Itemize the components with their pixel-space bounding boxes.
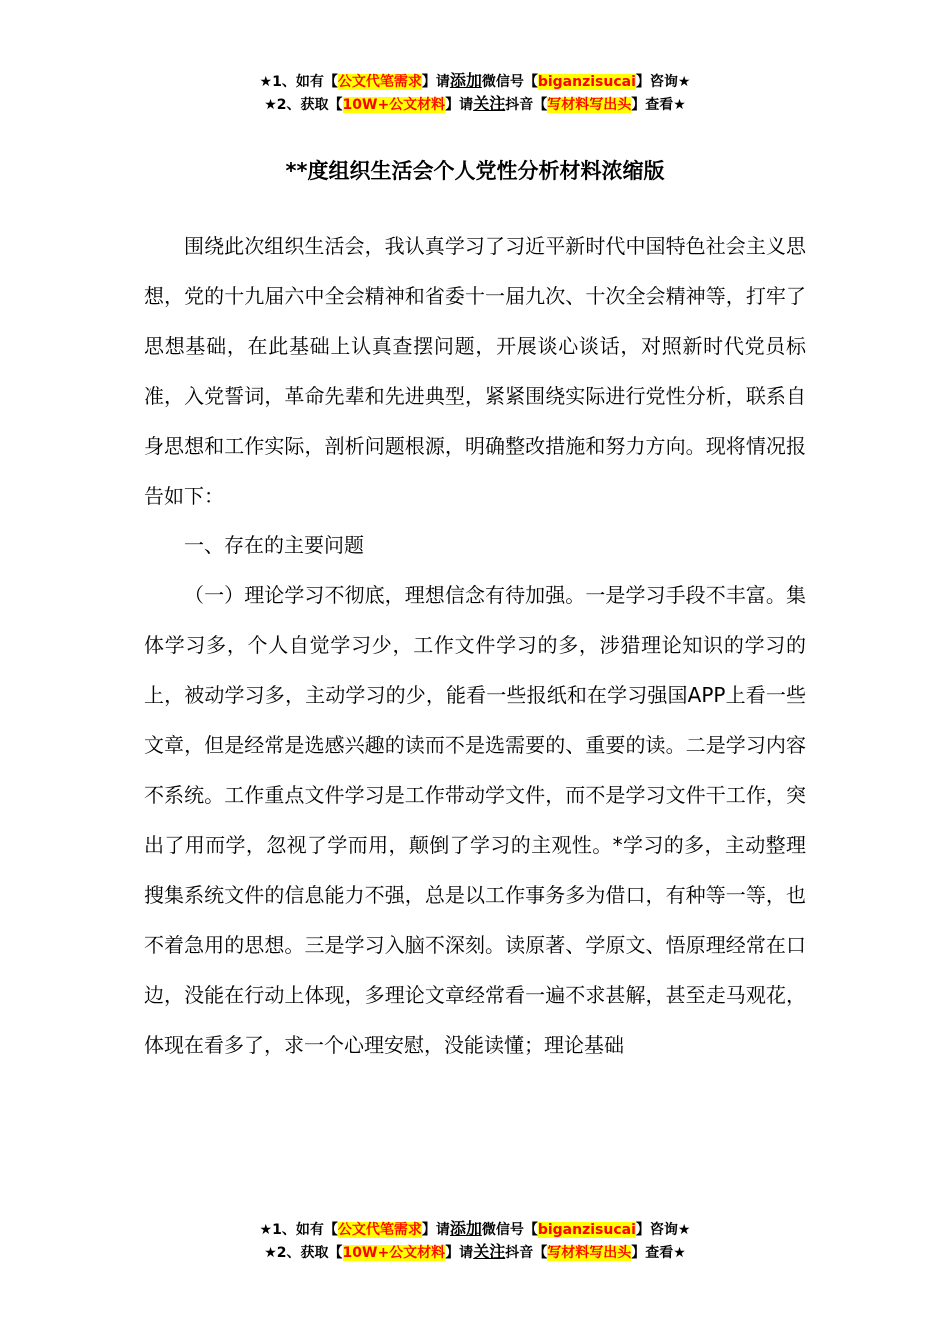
underlined-follow: 关注 bbox=[473, 1242, 506, 1261]
header-banner bbox=[0, 70, 950, 116]
paragraph-issue-1: （一）理论学习不彻底，理想信念有待加强。一是学习手段不丰富。集体学习多，个人自觉学习少，工作文件学习的多，涉猎理论知识的学习的上，被动学习多，主动学习的少，能看一些报纸和在学习强国APP上看一些文章，但是经常是选感兴趣的读而不是选需要的、重要的读。二是学习内容不系统。工作重点文件学习是工作带动学文件，而不是学习文件干工作，突出了用而学，忽视了学而用，颠倒了学习的主观性。*学习的多，主动整理搜集系统文件的信息能力不强，总是以工作事务多为借口，有种等一等，也不着急用的思想。三是学习入脑不深刻。读原著、学原文、悟原理经常在口边，没能在行动上体现，多理论文章经常看一遍不求甚解，甚至走马观花，体现在看多了，求一个心理安慰，没能读懂；理论基础 bbox=[144, 583, 806, 1057]
highlight-materials: 10W+公文材料 bbox=[342, 97, 446, 113]
banner-line-1: ★1、如有【公文代笔需求】请添加微信号【biganzisucai】咨询★ bbox=[259, 1219, 691, 1238]
underlined-add: 添加 bbox=[449, 71, 482, 90]
footer-banner bbox=[0, 1218, 950, 1264]
highlight-materials: 10W+公文材料 bbox=[342, 1245, 446, 1261]
underlined-add: 添加 bbox=[449, 1219, 482, 1238]
highlight-douyin-account: 写材料写出头 bbox=[547, 1245, 632, 1261]
document-title: **度组织生活会个人党性分析材料浓缩版 bbox=[285, 159, 665, 183]
highlight-douyin-account: 写材料写出头 bbox=[547, 97, 632, 113]
underlined-follow: 关注 bbox=[473, 94, 506, 113]
banner-line-1: ★1、如有【公文代笔需求】请添加微信号【biganzisucai】咨询★ bbox=[259, 71, 691, 90]
highlight-ghostwriting: 公文代笔需求 bbox=[337, 74, 422, 90]
paragraph-intro: 围绕此次组织生活会，我认真学习了习近平新时代中国特色社会主义思想，党的十九届六中全会精神和省委十一届九次、十次全会精神等，打牢了思想基础，在此基础上认真查摆问题，开展谈心谈话，对照新时代党员标准，入党誓词，革命先辈和先进典型，紧紧围绕实际进行党性分析，联系自身思想和工作实际，剖析问题根源，明确整改措施和努力方向。现将情况报告如下： bbox=[144, 234, 806, 508]
document-body bbox=[144, 222, 806, 1070]
banner-line-2: ★2、获取【10W+公文材料】请关注抖音【写材料写出头】查看★ bbox=[264, 1242, 686, 1261]
highlight-wechat-id: biganzisucai bbox=[537, 74, 636, 90]
highlight-ghostwriting: 公文代笔需求 bbox=[337, 1222, 422, 1238]
highlight-wechat-id: biganzisucai bbox=[537, 1222, 636, 1238]
section-heading: 一、存在的主要问题 bbox=[184, 533, 364, 558]
banner-line-2: ★2、获取【10W+公文材料】请关注抖音【写材料写出头】查看★ bbox=[264, 94, 686, 113]
